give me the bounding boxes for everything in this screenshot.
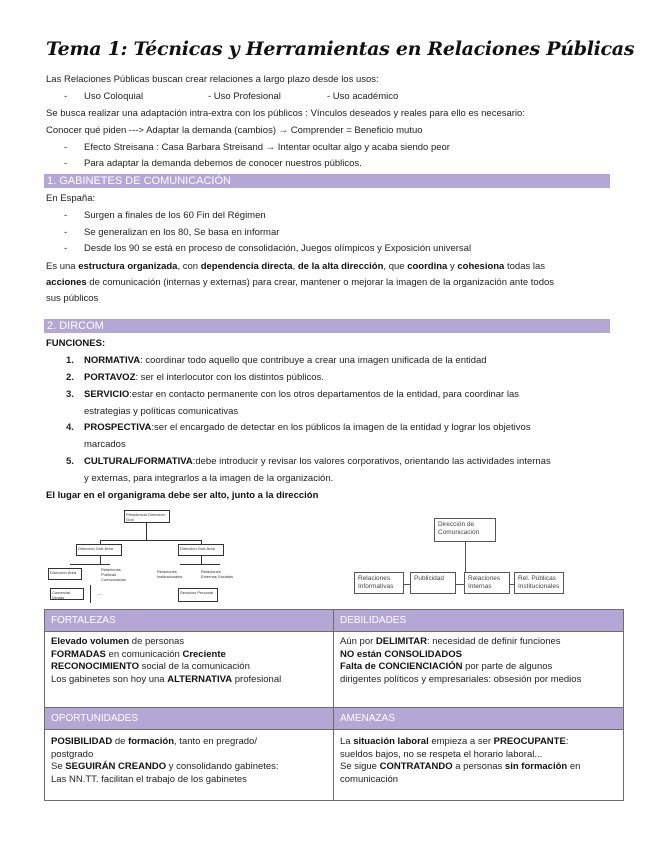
org-left-area-box-2: Dirección Gral Área [178, 544, 224, 556]
org-line [146, 523, 147, 540]
page-title: Tema 1: Técnicas y Herramientas en Relaciones Públicas [46, 38, 635, 60]
gabinete-definition-line-2: acciones de comunicación (internas y externas) para crear, mantener o mejorar la imagen de la organización ante todos [46, 277, 555, 288]
intro-line-1: Las Relaciones Públicas buscan crear relaciones a largo plazo desde los usos: [46, 74, 379, 85]
oportunidades-body: POSIBILIDAD de formación, tanto en pregrado/ postgrado Se SEGUIRÁN CREANDO y consolidando gabinetes: Las NN.TT. facilitan el trabajo de los gabinetes [45, 730, 334, 800]
funcion-item [66, 372, 324, 384]
funcion-item [66, 389, 519, 401]
funcion-text-continued: y externas, para integrarlos a la imagen de la organización. [84, 473, 334, 484]
funcion-number: 3. [66, 389, 74, 400]
funcion-text: :estar en contacto permanente con los otros departamentos de la entidad, para coordinar las [129, 389, 519, 400]
intro-line-3: Conocer qué piden ---> Adaptar la demanda (cambios) → Comprender = Beneficio mutuo [46, 125, 423, 136]
organigrama-right [350, 514, 590, 598]
intro-bullet-2: - Para adaptar la demanda debemos de conocer nuestros públicos. [64, 158, 362, 169]
en-espana-label: En España: [46, 193, 96, 204]
org-left-child-4: Relaciones Externas Sociales [200, 568, 238, 580]
funciones-label: FUNCIONES: [46, 338, 106, 349]
org-right-top-box: Dirección de Comunicación [434, 518, 496, 542]
gabinetes-bullet-3: - Desde los 90 se está en proceso de consolidación, Juegos olímpicos y Exposición universal [64, 243, 472, 254]
funcion-number: 5. [66, 456, 74, 467]
org-left-child-7: --- [96, 590, 110, 598]
org-line [100, 556, 101, 564]
funcion-text: :ser el encargado de detectar en los públicos la imagen de la entidad y lograr los objetivos [151, 422, 531, 433]
funcion-keyword: CULTURAL/FORMATIVA [84, 456, 193, 467]
org-line [201, 556, 202, 564]
intro-line-2: Se busca realizar una adaptación intra-extra con los públicos : Vínculos deseados y reales para ello es necesario: [46, 108, 525, 119]
funcion-text: : ser el interlocutor con los distintos públicos. [135, 372, 324, 383]
funcion-keyword: SERVICIO [84, 389, 130, 400]
org-left-area-box-1: Dirección Gral Área [76, 544, 122, 556]
funcion-text: :debe introducir y revisar los valores corporativos, orientando las actividades internas [192, 456, 551, 467]
swot-header-row-2 [45, 708, 623, 730]
funcion-number: 1. [66, 355, 74, 366]
org-line [180, 564, 220, 565]
org-left-child-1: Dirección Área [48, 568, 82, 580]
funcion-text-continued: estrategias y políticas comunicativas [84, 406, 239, 417]
org-right-box-2: Publicidad [410, 572, 456, 594]
org-line [404, 584, 410, 585]
funcion-keyword: PROSPECTIVA [84, 422, 152, 433]
funcion-number: 2. [66, 372, 74, 383]
funcion-item [66, 422, 531, 434]
org-line [510, 584, 514, 585]
org-right-box-4: Rel. Públicas Institucionales [514, 572, 564, 594]
org-left-top-box: Presidencia Dirección Gral [124, 510, 170, 523]
gabinetes-bullet-1: - Surgen a finales de los 60 Fin del Régimen [64, 210, 266, 221]
amenazas-body: La situación laboral empieza a ser PREOCUPANTE: sueldos bajos, no se respeta el horario laboral... Se sigue CONTRATANDO a personas sin formación en comunicación [334, 730, 623, 800]
funcion-keyword: PORTAVOZ [84, 372, 136, 383]
org-line [70, 564, 110, 565]
funcion-item [66, 456, 551, 468]
funcion-number: 4. [66, 422, 74, 433]
fortalezas-header: FORTALEZAS [45, 610, 334, 632]
org-line [465, 542, 466, 574]
organigrama-left [48, 510, 238, 606]
org-right-box-3: Relaciones Internas [464, 572, 510, 594]
section-heading-dircom: 2. DIRCOM [44, 319, 610, 333]
org-left-child-2: Relaciones Públicas Comunicación [100, 566, 138, 578]
funcion-text: : coordinar todo aquello que contribuye a crear una imagen unificada de la entidad [140, 355, 487, 366]
org-line [90, 585, 91, 603]
uso-academico: - Uso académico [327, 91, 399, 102]
gabinetes-bullet-2: - Se generalizan en los 80, Se basa en informar [64, 227, 280, 238]
intro-usos: - Uso Coloquial [64, 91, 144, 102]
fortalezas-body: Elevado volumen de personas FORMADAS en comunicación Creciente RECONOCIMIENTO social de la comunicación Los gabinetes son hoy una ALTERNATIVA profesional [45, 632, 334, 708]
section-heading-gabinetes: 1. GABINETES DE COMUNICACIÓN [44, 174, 610, 188]
organigrama-note: El lugar en el organigrama debe ser alto, junto a la dirección [46, 490, 319, 501]
funcion-item [66, 355, 487, 367]
org-left-child-6: Servicios Personal [178, 588, 218, 602]
gabinete-definition-line-3: sus públicos [46, 293, 99, 304]
swot-body-row-1 [45, 632, 623, 708]
org-left-child-3: Relaciones Institucionales [156, 568, 190, 580]
uso-profesional: - Uso Profesional [208, 91, 281, 102]
gabinete-definition-line-1: Es una estructura organizada, con dependencia directa, de la alta dirección, que coordina y cohesiona todas las [46, 261, 546, 272]
amenazas-header: AMENAZAS [334, 708, 623, 730]
swot-table [44, 609, 624, 801]
debilidades-body: Aún por DELIMITAR: necesidad de definir funciones NO están CONSOLIDADOS Falta de CONCIENCIACIÓN por parte de algunos dirigentes políticos y empresariales: obsesión por medios [334, 632, 623, 708]
uso-coloquial: Uso Coloquial [84, 91, 144, 102]
org-right-box-1: Relaciones Informativas [354, 572, 404, 594]
org-left-child-5: Comercial Ventas [50, 588, 84, 600]
oportunidades-header: OPORTUNIDADES [45, 708, 334, 730]
intro-bullet-1: - Efecto Streisana : Casa Barbara Streisand → Intentar ocultar algo y acaba siendo peor [64, 142, 450, 153]
swot-header-row-1 [45, 610, 623, 632]
org-line [100, 540, 202, 541]
funcion-keyword: NORMATIVA [84, 355, 141, 366]
org-line [456, 584, 464, 585]
swot-body-row-2 [45, 730, 623, 800]
funcion-text-continued: marcados [84, 439, 126, 450]
debilidades-header: DEBILIDADES [334, 610, 623, 632]
